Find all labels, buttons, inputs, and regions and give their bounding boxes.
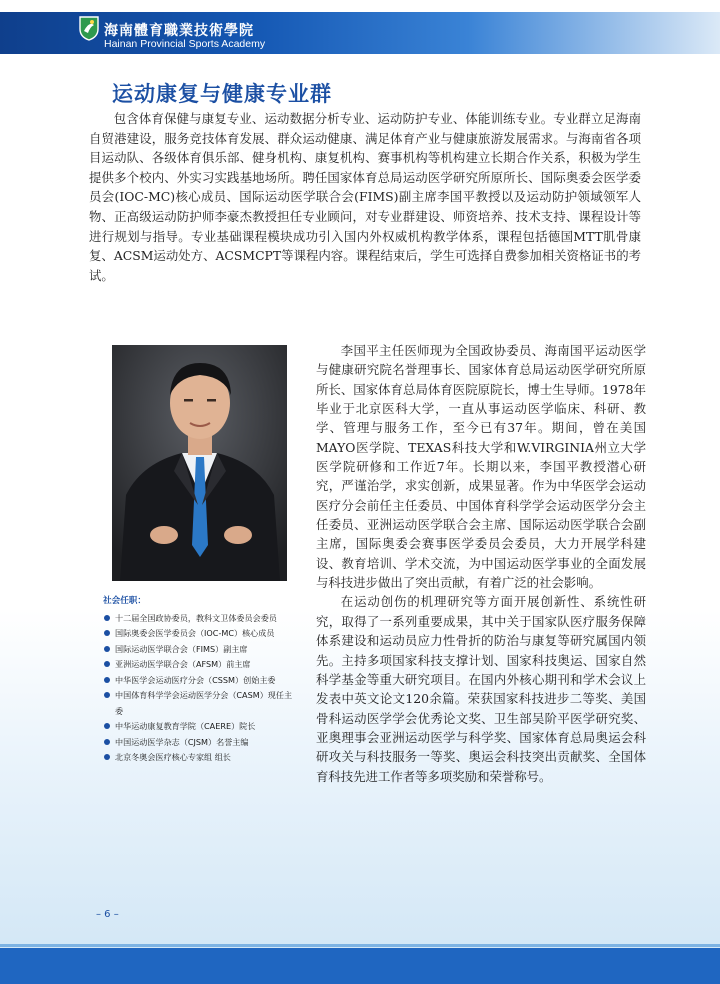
list-item: 十二届全国政协委员，教科文卫体委员会委员	[103, 611, 293, 627]
biography-text	[316, 341, 646, 786]
intro-paragraph: 包含体育保健与康复专业、运动数据分析专业、运动防护专业、体能训练专业。专业群立足海南自贸港建设，服务竞技体育发展、群众运动健康、满足体育产业与健康旅游发展需求。与海南省各项目运动队、各级体育俱乐部、健身机构、康复机构、赛事机构等机构建立长期合作关系，积极为学生提供多个校内、外实习实践基地场所。聘任国家体育总局运动医学研究所原所长、国际奥委会医学委员会(IOC-MC)核心成员、国际运动医学联合会(FIMS)副主席李国平教授以及运动防护领域领军人物、正高级运动防护师李豪杰教授担任专业顾问，对专业群建设、师资培养、技术支持、课程设计等进行规划与指导。专业基础课程模块成功引入国内外权威机构教学体系，课程包括德国MTT肌骨康复、ACSM运动处方、ACSMCPT等课程内容。课程结束后，学生可选择自费参加相关资格证书的考试。	[89, 111, 641, 283]
footer-line	[0, 944, 720, 947]
social-roles-title: 社会任职：	[103, 596, 146, 606]
social-roles	[103, 594, 293, 766]
list-item: 中国体育科学学会运动医学分会（CASM）现任主委	[103, 688, 293, 719]
list-item: 国际运动医学联合会（FIMS）副主席	[103, 642, 293, 658]
list-item: 中华运动康复教育学院（CAERE）院长	[103, 719, 293, 735]
social-roles-list	[103, 611, 293, 766]
list-item: 北京冬奥会医疗核心专家组 组长	[103, 750, 293, 766]
list-item: 中华医学会运动医疗分会（CSSM）创始主委	[103, 673, 293, 689]
list-item: 国际奥委会医学委员会（IOC-MC）核心成员	[103, 626, 293, 642]
bio-paragraph-2: 在运动创伤的机理研究等方面开展创新性、系统性研究，取得了一系列重要成果，其中关于国家队医疗服务保障体系建设和运动员应力性骨折的防治与康复等研究属国内领先。主持多项国家科技支撑计划、国家科技奥运、国家自然科学基金等重大研究项目。在国内外核心期刊和学术会议上发表中英文论文120余篇。荣获国家科技进步二等奖、美国骨科运动医学学会优秀论文奖、卫生部吴阶平医学研究奖、亚奥理事会亚洲运动医学与科学奖、国家体育总局奥运会科研攻关与科技服务一等奖、奥运会科技突出贡献奖、全国体育科技先进工作者等多项奖励和荣誉称号。	[316, 594, 646, 784]
footer-band	[0, 948, 720, 984]
portrait-photo	[112, 345, 287, 581]
school-logo-icon	[78, 15, 100, 41]
school-name-cn: 海南體育職業技術學院	[104, 23, 254, 39]
page-number: – 6 –	[96, 909, 119, 920]
page-header	[0, 0, 720, 62]
bio-paragraph-1: 李国平主任医师现为全国政协委员、海南国平运动医学与健康研究院名誉理事长、国家体育总局运动医学研究所原所长、国家体育总局体育医院原院长，博士生导师。1978年毕业于北京医科大学，一直从事运动医学临床、科研、教学、管理与服务工作，至今已有37年。期间，曾在美国MAYO医学院、TEXAS科技大学和W.VIRGINIA州立大学医学院研修和工作近7年。长期以来，李国平教授潜心研究，严谨治学，求实创新，成果显著。作为中华医学会运动医疗分会前任主任委员、中国体育科学学会运动医学分会主任委员、亚洲运动医学联合会主席、国际运动医学联合会副主席，国际奥委会赛事医学委员会委员，大力开展学科建设、教育培训、学术交流，为中国运动医学事业的全面发展与科技进步做出了突出贡献，有着广泛的社会影响。	[316, 343, 646, 591]
school-name-en: Hainan Provincial Sports Academy	[104, 38, 266, 50]
list-item: 亚洲运动医学联合会（AFSM）前主席	[103, 657, 293, 673]
page-title: 运动康复与健康专业群	[112, 82, 332, 106]
list-item: 中国运动医学杂志（CJSM）名誉主编	[103, 735, 293, 751]
